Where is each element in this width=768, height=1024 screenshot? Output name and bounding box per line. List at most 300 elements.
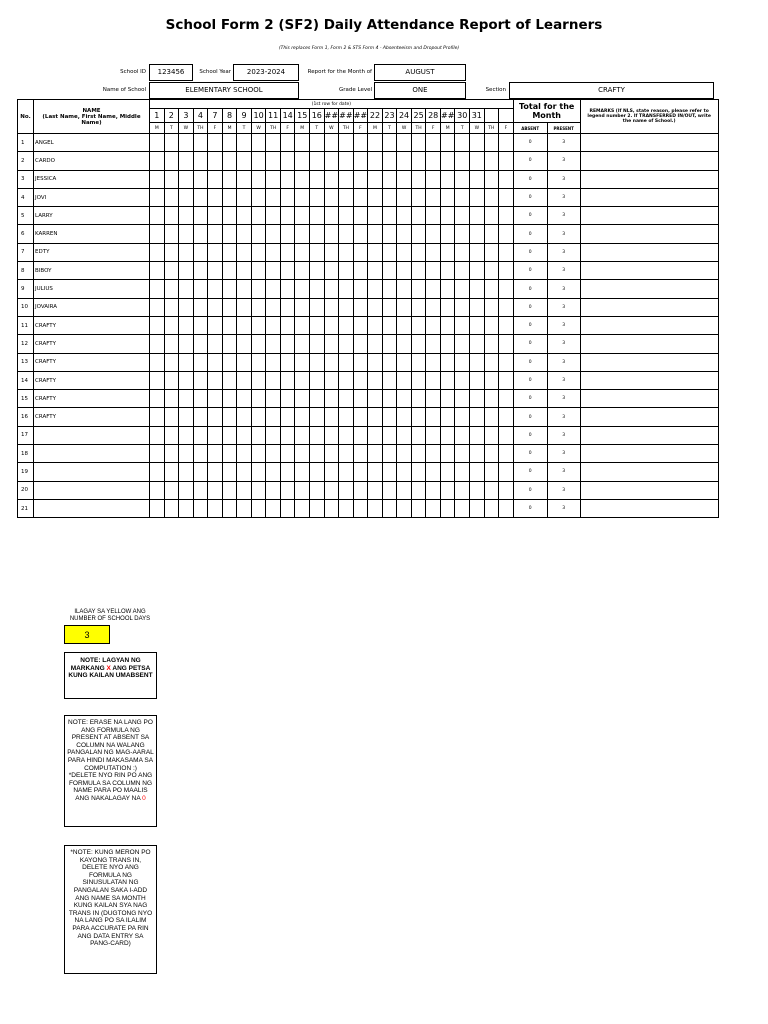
attendance-cell[interactable] <box>266 445 281 463</box>
attendance-cell[interactable] <box>237 225 252 243</box>
attendance-cell[interactable] <box>193 371 208 389</box>
attendance-cell[interactable] <box>251 371 266 389</box>
attendance-cell[interactable] <box>484 499 499 517</box>
attendance-cell[interactable] <box>484 207 499 225</box>
attendance-cell[interactable] <box>222 243 237 261</box>
attendance-cell[interactable] <box>266 371 281 389</box>
attendance-cell[interactable] <box>411 335 426 353</box>
attendance-cell[interactable] <box>411 262 426 280</box>
attendance-cell[interactable] <box>411 499 426 517</box>
attendance-cell[interactable] <box>426 408 441 426</box>
attendance-cell[interactable] <box>353 170 368 188</box>
attendance-cell[interactable] <box>353 152 368 170</box>
attendance-cell[interactable] <box>266 134 281 152</box>
attendance-cell[interactable] <box>179 298 194 316</box>
attendance-cell[interactable] <box>455 426 470 444</box>
attendance-cell[interactable] <box>397 134 412 152</box>
attendance-cell[interactable] <box>470 371 485 389</box>
attendance-cell[interactable] <box>193 207 208 225</box>
attendance-cell[interactable] <box>440 408 455 426</box>
attendance-cell[interactable] <box>280 152 295 170</box>
attendance-cell[interactable] <box>426 499 441 517</box>
attendance-cell[interactable] <box>324 207 339 225</box>
attendance-cell[interactable] <box>251 445 266 463</box>
attendance-cell[interactable] <box>382 463 397 481</box>
attendance-cell[interactable] <box>397 335 412 353</box>
attendance-cell[interactable] <box>411 371 426 389</box>
attendance-cell[interactable] <box>368 408 383 426</box>
attendance-cell[interactable] <box>222 408 237 426</box>
attendance-cell[interactable] <box>251 390 266 408</box>
attendance-cell[interactable] <box>266 335 281 353</box>
attendance-cell[interactable] <box>295 152 310 170</box>
attendance-cell[interactable] <box>499 408 514 426</box>
attendance-cell[interactable] <box>280 463 295 481</box>
attendance-cell[interactable] <box>310 463 325 481</box>
attendance-cell[interactable] <box>251 134 266 152</box>
attendance-cell[interactable] <box>440 207 455 225</box>
attendance-cell[interactable] <box>382 371 397 389</box>
attendance-cell[interactable] <box>179 243 194 261</box>
attendance-cell[interactable] <box>280 225 295 243</box>
attendance-cell[interactable] <box>353 298 368 316</box>
attendance-cell[interactable] <box>499 280 514 298</box>
attendance-cell[interactable] <box>455 481 470 499</box>
attendance-cell[interactable] <box>324 134 339 152</box>
attendance-cell[interactable] <box>208 408 223 426</box>
attendance-cell[interactable] <box>440 445 455 463</box>
attendance-cell[interactable] <box>164 152 179 170</box>
attendance-cell[interactable] <box>280 408 295 426</box>
attendance-cell[interactable] <box>237 207 252 225</box>
attendance-cell[interactable] <box>179 262 194 280</box>
attendance-cell[interactable] <box>499 353 514 371</box>
learner-name-cell[interactable]: EDTY <box>34 243 150 261</box>
attendance-cell[interactable] <box>484 298 499 316</box>
attendance-cell[interactable] <box>368 426 383 444</box>
learner-name-cell[interactable]: CRAFTY <box>34 371 150 389</box>
attendance-cell[interactable] <box>411 207 426 225</box>
attendance-cell[interactable] <box>237 353 252 371</box>
attendance-cell[interactable] <box>193 499 208 517</box>
attendance-cell[interactable] <box>266 481 281 499</box>
attendance-cell[interactable] <box>150 170 165 188</box>
attendance-cell[interactable] <box>353 463 368 481</box>
attendance-cell[interactable] <box>339 262 354 280</box>
attendance-cell[interactable] <box>470 390 485 408</box>
attendance-cell[interactable] <box>440 316 455 334</box>
attendance-cell[interactable] <box>411 134 426 152</box>
attendance-cell[interactable] <box>280 134 295 152</box>
attendance-cell[interactable] <box>295 262 310 280</box>
school-year-field[interactable]: 2023-2024 <box>233 64 299 81</box>
attendance-cell[interactable] <box>470 243 485 261</box>
attendance-cell[interactable] <box>193 481 208 499</box>
attendance-cell[interactable] <box>164 280 179 298</box>
attendance-cell[interactable] <box>339 463 354 481</box>
remarks-cell[interactable] <box>580 390 718 408</box>
attendance-cell[interactable] <box>411 225 426 243</box>
attendance-cell[interactable] <box>484 335 499 353</box>
attendance-cell[interactable] <box>150 225 165 243</box>
attendance-cell[interactable] <box>368 316 383 334</box>
attendance-cell[interactable] <box>382 408 397 426</box>
attendance-cell[interactable] <box>426 262 441 280</box>
attendance-cell[interactable] <box>353 353 368 371</box>
attendance-cell[interactable] <box>193 316 208 334</box>
attendance-cell[interactable] <box>193 445 208 463</box>
attendance-cell[interactable] <box>455 188 470 206</box>
attendance-cell[interactable] <box>470 170 485 188</box>
attendance-cell[interactable] <box>280 499 295 517</box>
attendance-cell[interactable] <box>339 188 354 206</box>
attendance-cell[interactable] <box>353 481 368 499</box>
attendance-cell[interactable] <box>193 134 208 152</box>
attendance-cell[interactable] <box>353 426 368 444</box>
attendance-cell[interactable] <box>455 207 470 225</box>
attendance-cell[interactable] <box>440 152 455 170</box>
attendance-cell[interactable] <box>310 316 325 334</box>
attendance-cell[interactable] <box>324 390 339 408</box>
attendance-cell[interactable] <box>440 262 455 280</box>
attendance-cell[interactable] <box>440 134 455 152</box>
attendance-cell[interactable] <box>470 335 485 353</box>
learner-name-cell[interactable]: JULIUS <box>34 280 150 298</box>
attendance-cell[interactable] <box>310 225 325 243</box>
attendance-cell[interactable] <box>222 170 237 188</box>
attendance-cell[interactable] <box>251 225 266 243</box>
attendance-cell[interactable] <box>499 188 514 206</box>
attendance-cell[interactable] <box>310 481 325 499</box>
attendance-cell[interactable] <box>426 170 441 188</box>
attendance-cell[interactable] <box>310 207 325 225</box>
attendance-cell[interactable] <box>368 499 383 517</box>
attendance-cell[interactable] <box>324 298 339 316</box>
attendance-cell[interactable] <box>339 426 354 444</box>
attendance-cell[interactable] <box>411 170 426 188</box>
attendance-cell[interactable] <box>440 170 455 188</box>
attendance-cell[interactable] <box>339 408 354 426</box>
attendance-cell[interactable] <box>251 243 266 261</box>
attendance-cell[interactable] <box>455 316 470 334</box>
grade-level-field[interactable]: ONE <box>374 82 466 99</box>
attendance-cell[interactable] <box>222 353 237 371</box>
attendance-cell[interactable] <box>397 152 412 170</box>
attendance-cell[interactable] <box>440 426 455 444</box>
attendance-cell[interactable] <box>222 280 237 298</box>
attendance-cell[interactable] <box>411 426 426 444</box>
attendance-cell[interactable] <box>339 207 354 225</box>
attendance-cell[interactable] <box>411 316 426 334</box>
remarks-cell[interactable] <box>580 262 718 280</box>
attendance-cell[interactable] <box>164 408 179 426</box>
remarks-cell[interactable] <box>580 371 718 389</box>
attendance-cell[interactable] <box>440 353 455 371</box>
attendance-cell[interactable] <box>193 390 208 408</box>
attendance-cell[interactable] <box>339 152 354 170</box>
learner-name-cell[interactable] <box>34 481 150 499</box>
attendance-cell[interactable] <box>208 188 223 206</box>
attendance-cell[interactable] <box>339 298 354 316</box>
learner-name-cell[interactable]: JESSICA <box>34 170 150 188</box>
attendance-cell[interactable] <box>353 390 368 408</box>
attendance-cell[interactable] <box>310 335 325 353</box>
attendance-cell[interactable] <box>353 316 368 334</box>
attendance-cell[interactable] <box>280 316 295 334</box>
attendance-cell[interactable] <box>266 152 281 170</box>
attendance-cell[interactable] <box>353 408 368 426</box>
attendance-cell[interactable] <box>222 481 237 499</box>
attendance-cell[interactable] <box>179 316 194 334</box>
attendance-cell[interactable] <box>164 225 179 243</box>
remarks-cell[interactable] <box>580 298 718 316</box>
attendance-cell[interactable] <box>324 152 339 170</box>
attendance-cell[interactable] <box>251 499 266 517</box>
attendance-cell[interactable] <box>237 280 252 298</box>
attendance-cell[interactable] <box>470 280 485 298</box>
attendance-cell[interactable] <box>382 152 397 170</box>
attendance-cell[interactable] <box>455 499 470 517</box>
attendance-cell[interactable] <box>179 445 194 463</box>
attendance-cell[interactable] <box>222 262 237 280</box>
attendance-cell[interactable] <box>295 170 310 188</box>
attendance-cell[interactable] <box>164 262 179 280</box>
attendance-cell[interactable] <box>440 481 455 499</box>
attendance-cell[interactable] <box>382 481 397 499</box>
attendance-cell[interactable] <box>164 188 179 206</box>
attendance-cell[interactable] <box>179 134 194 152</box>
attendance-cell[interactable] <box>251 188 266 206</box>
attendance-cell[interactable] <box>484 371 499 389</box>
attendance-cell[interactable] <box>324 188 339 206</box>
attendance-cell[interactable] <box>368 463 383 481</box>
attendance-cell[interactable] <box>193 463 208 481</box>
attendance-cell[interactable] <box>339 353 354 371</box>
attendance-cell[interactable] <box>222 188 237 206</box>
remarks-cell[interactable] <box>580 243 718 261</box>
attendance-cell[interactable] <box>440 243 455 261</box>
attendance-cell[interactable] <box>295 371 310 389</box>
attendance-cell[interactable] <box>193 188 208 206</box>
attendance-cell[interactable] <box>484 280 499 298</box>
attendance-cell[interactable] <box>411 243 426 261</box>
attendance-cell[interactable] <box>484 262 499 280</box>
attendance-cell[interactable] <box>222 499 237 517</box>
attendance-cell[interactable] <box>310 262 325 280</box>
attendance-cell[interactable] <box>440 225 455 243</box>
attendance-cell[interactable] <box>150 316 165 334</box>
attendance-cell[interactable] <box>251 280 266 298</box>
attendance-cell[interactable] <box>339 481 354 499</box>
attendance-cell[interactable] <box>222 152 237 170</box>
attendance-cell[interactable] <box>484 408 499 426</box>
attendance-cell[interactable] <box>266 225 281 243</box>
attendance-cell[interactable] <box>455 445 470 463</box>
attendance-cell[interactable] <box>397 298 412 316</box>
attendance-cell[interactable] <box>179 390 194 408</box>
learner-name-cell[interactable] <box>34 499 150 517</box>
learner-name-cell[interactable]: JOVI <box>34 188 150 206</box>
attendance-cell[interactable] <box>193 335 208 353</box>
attendance-cell[interactable] <box>295 445 310 463</box>
attendance-cell[interactable] <box>193 408 208 426</box>
attendance-cell[interactable] <box>353 225 368 243</box>
attendance-cell[interactable] <box>164 134 179 152</box>
attendance-cell[interactable] <box>339 316 354 334</box>
attendance-cell[interactable] <box>237 298 252 316</box>
learner-name-cell[interactable]: CRAFTY <box>34 316 150 334</box>
attendance-cell[interactable] <box>310 408 325 426</box>
attendance-cell[interactable] <box>382 170 397 188</box>
attendance-cell[interactable] <box>208 134 223 152</box>
attendance-cell[interactable] <box>426 188 441 206</box>
attendance-cell[interactable] <box>150 280 165 298</box>
attendance-cell[interactable] <box>353 207 368 225</box>
attendance-cell[interactable] <box>164 243 179 261</box>
attendance-cell[interactable] <box>295 298 310 316</box>
attendance-cell[interactable] <box>397 225 412 243</box>
attendance-cell[interactable] <box>499 463 514 481</box>
attendance-cell[interactable] <box>339 243 354 261</box>
attendance-cell[interactable] <box>470 426 485 444</box>
attendance-cell[interactable] <box>222 335 237 353</box>
attendance-cell[interactable] <box>411 152 426 170</box>
attendance-cell[interactable] <box>295 188 310 206</box>
attendance-cell[interactable] <box>353 243 368 261</box>
attendance-cell[interactable] <box>339 134 354 152</box>
attendance-cell[interactable] <box>295 225 310 243</box>
attendance-cell[interactable] <box>324 262 339 280</box>
attendance-cell[interactable] <box>208 298 223 316</box>
attendance-cell[interactable] <box>440 280 455 298</box>
attendance-cell[interactable] <box>310 170 325 188</box>
attendance-cell[interactable] <box>499 335 514 353</box>
attendance-cell[interactable] <box>339 225 354 243</box>
attendance-cell[interactable] <box>295 280 310 298</box>
attendance-cell[interactable] <box>280 207 295 225</box>
attendance-cell[interactable] <box>368 280 383 298</box>
attendance-cell[interactable] <box>499 225 514 243</box>
attendance-cell[interactable] <box>251 152 266 170</box>
attendance-cell[interactable] <box>222 316 237 334</box>
attendance-cell[interactable] <box>353 134 368 152</box>
attendance-cell[interactable] <box>455 225 470 243</box>
attendance-cell[interactable] <box>382 390 397 408</box>
attendance-cell[interactable] <box>353 371 368 389</box>
attendance-cell[interactable] <box>426 152 441 170</box>
attendance-cell[interactable] <box>150 445 165 463</box>
attendance-cell[interactable] <box>266 316 281 334</box>
attendance-cell[interactable] <box>164 481 179 499</box>
attendance-cell[interactable] <box>470 481 485 499</box>
attendance-cell[interactable] <box>397 243 412 261</box>
attendance-cell[interactable] <box>499 243 514 261</box>
attendance-cell[interactable] <box>179 499 194 517</box>
attendance-cell[interactable] <box>179 152 194 170</box>
attendance-cell[interactable] <box>455 170 470 188</box>
attendance-cell[interactable] <box>179 188 194 206</box>
attendance-cell[interactable] <box>193 353 208 371</box>
attendance-cell[interactable] <box>208 445 223 463</box>
attendance-cell[interactable] <box>484 481 499 499</box>
attendance-cell[interactable] <box>295 463 310 481</box>
attendance-cell[interactable] <box>368 134 383 152</box>
learner-name-cell[interactable]: CARDO <box>34 152 150 170</box>
attendance-cell[interactable] <box>280 481 295 499</box>
attendance-cell[interactable] <box>484 353 499 371</box>
attendance-cell[interactable] <box>222 225 237 243</box>
attendance-cell[interactable] <box>397 353 412 371</box>
attendance-cell[interactable] <box>193 170 208 188</box>
attendance-cell[interactable] <box>397 426 412 444</box>
attendance-cell[interactable] <box>295 408 310 426</box>
attendance-cell[interactable] <box>484 243 499 261</box>
attendance-cell[interactable] <box>164 426 179 444</box>
attendance-cell[interactable] <box>440 499 455 517</box>
attendance-cell[interactable] <box>499 426 514 444</box>
attendance-cell[interactable] <box>150 426 165 444</box>
attendance-cell[interactable] <box>382 499 397 517</box>
attendance-cell[interactable] <box>266 463 281 481</box>
attendance-cell[interactable] <box>208 316 223 334</box>
attendance-cell[interactable] <box>353 335 368 353</box>
attendance-cell[interactable] <box>280 243 295 261</box>
attendance-cell[interactable] <box>440 335 455 353</box>
attendance-cell[interactable] <box>237 335 252 353</box>
attendance-cell[interactable] <box>499 262 514 280</box>
attendance-cell[interactable] <box>411 280 426 298</box>
attendance-cell[interactable] <box>310 280 325 298</box>
attendance-cell[interactable] <box>339 170 354 188</box>
attendance-cell[interactable] <box>280 390 295 408</box>
attendance-cell[interactable] <box>499 134 514 152</box>
attendance-cell[interactable] <box>237 408 252 426</box>
learner-name-cell[interactable]: LARRY <box>34 207 150 225</box>
attendance-cell[interactable] <box>164 170 179 188</box>
attendance-cell[interactable] <box>266 262 281 280</box>
attendance-cell[interactable] <box>237 390 252 408</box>
attendance-cell[interactable] <box>382 280 397 298</box>
attendance-cell[interactable] <box>208 243 223 261</box>
learner-name-cell[interactable]: CRAFTY <box>34 353 150 371</box>
attendance-cell[interactable] <box>411 390 426 408</box>
attendance-cell[interactable] <box>368 243 383 261</box>
attendance-cell[interactable] <box>150 243 165 261</box>
attendance-cell[interactable] <box>179 408 194 426</box>
attendance-cell[interactable] <box>237 463 252 481</box>
learner-name-cell[interactable]: KARREN <box>34 225 150 243</box>
attendance-cell[interactable] <box>411 353 426 371</box>
attendance-cell[interactable] <box>368 445 383 463</box>
attendance-cell[interactable] <box>179 353 194 371</box>
attendance-cell[interactable] <box>499 499 514 517</box>
attendance-cell[interactable] <box>295 499 310 517</box>
attendance-cell[interactable] <box>455 298 470 316</box>
attendance-cell[interactable] <box>470 207 485 225</box>
attendance-cell[interactable] <box>179 225 194 243</box>
attendance-cell[interactable] <box>499 298 514 316</box>
attendance-cell[interactable] <box>499 316 514 334</box>
attendance-cell[interactable] <box>251 316 266 334</box>
attendance-cell[interactable] <box>222 371 237 389</box>
attendance-cell[interactable] <box>179 371 194 389</box>
attendance-cell[interactable] <box>164 463 179 481</box>
attendance-cell[interactable] <box>426 280 441 298</box>
remarks-cell[interactable] <box>580 225 718 243</box>
attendance-cell[interactable] <box>208 426 223 444</box>
attendance-cell[interactable] <box>382 243 397 261</box>
remarks-cell[interactable] <box>580 188 718 206</box>
